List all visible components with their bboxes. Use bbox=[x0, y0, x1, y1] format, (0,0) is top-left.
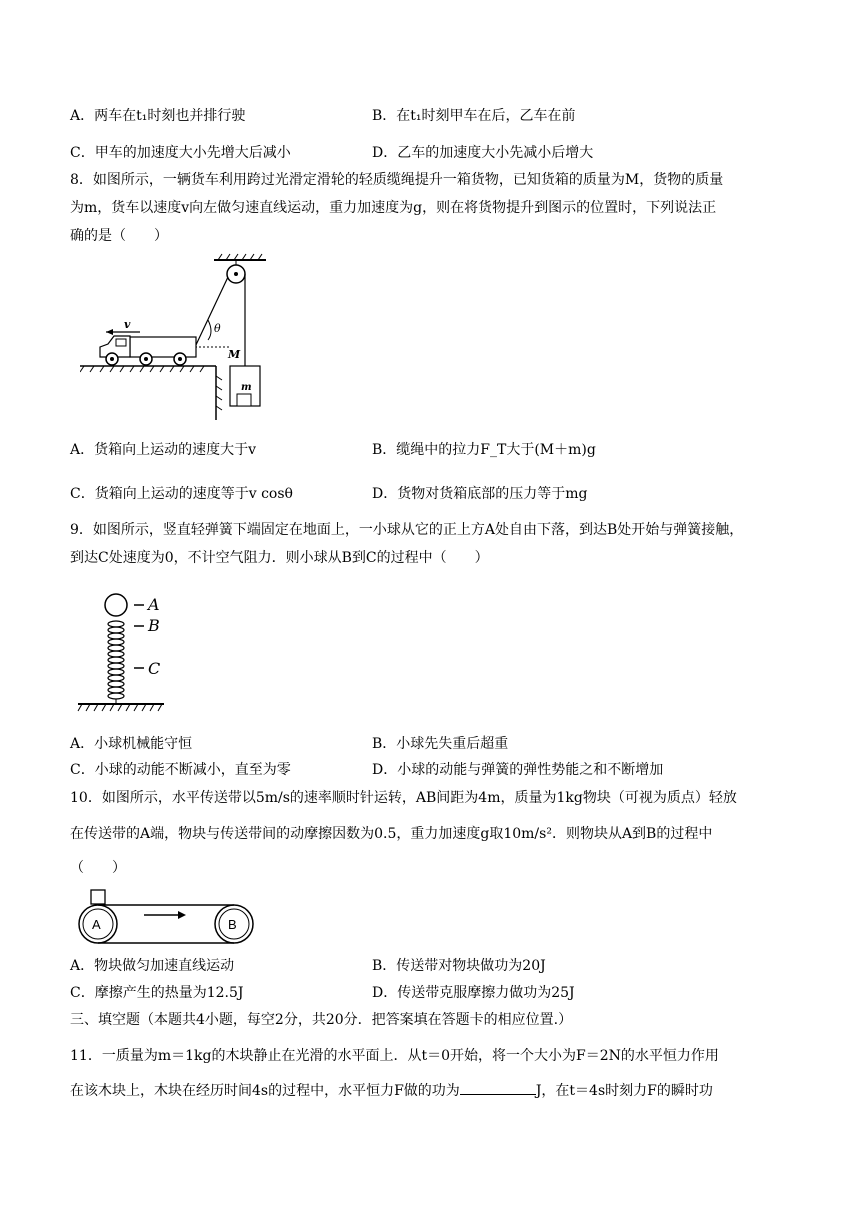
position-A-label: A bbox=[148, 595, 160, 614]
q10-option-b: B．传送带对物块做功为20J bbox=[372, 958, 546, 974]
q9-option-d: D．小球的动能与弹簧的弹性势能之和不断增加 bbox=[372, 762, 664, 778]
q7-option-b: B．在t₁时刻甲车在后，乙车在前 bbox=[372, 108, 576, 124]
q8-stem-line2: 为m，货车以速度v向左做匀速直线运动，重力加速度为g，则在将货物提升到图示的位置时，下列说法正 bbox=[70, 200, 717, 216]
q7-option-c: C．甲车的加速度大小先增大后减小 bbox=[70, 145, 291, 161]
q10-stem-line2: 在传送带的A端，物块与传送带间的动摩擦因数为0.5，重力加速度g取10m/s²．则物块从A到B的过程中 bbox=[70, 826, 713, 842]
q11-text-before-blank: 在该木块上，木块在经历时间4s的过程中，水平恒力F做的功为 bbox=[70, 1083, 460, 1099]
q10-stem-line3: （ ） bbox=[70, 860, 126, 876]
truck bbox=[100, 336, 196, 365]
q10-option-a: A．物块做匀加速直线运动 bbox=[70, 958, 235, 974]
answer-blank[interactable] bbox=[460, 1080, 536, 1095]
q9-option-c: C．小球的动能不断减小，直至为零 bbox=[70, 762, 291, 778]
position-C-label: C bbox=[148, 659, 161, 678]
spring bbox=[108, 621, 124, 699]
q8-option-a: A．货箱向上运动的速度大于v bbox=[70, 442, 257, 458]
q11-stem-line2 bbox=[70, 1080, 713, 1101]
conveyor-belt-figure bbox=[78, 886, 258, 948]
q8-stem-line1: 8．如图所示，一辆货车利用跨过光滑定滑轮的轻质缆绳提升一箱货物，已知货箱的质量为M，货物的质量 bbox=[70, 172, 724, 188]
mass-M-label: M bbox=[228, 348, 241, 361]
theta-label: θ bbox=[214, 322, 221, 335]
q9-option-b: B．小球先失重后超重 bbox=[372, 736, 509, 752]
mass-m-label: m bbox=[241, 382, 252, 393]
q8-option-d: D．货物对货箱底部的压力等于mg bbox=[372, 486, 588, 502]
q9-stem-line1: 9．如图所示，竖直轻弹簧下端固定在地面上，一小球从它的正上方A处自由下落，到达B处开始与弹簧接触， bbox=[70, 522, 744, 538]
q8-option-b: B．缆绳中的拉力F_T大于(M＋m)g bbox=[372, 442, 596, 458]
q8-option-c: C．货箱向上运动的速度等于v cosθ bbox=[70, 486, 293, 502]
position-B-label: B bbox=[148, 616, 160, 635]
spring-ball-figure bbox=[76, 588, 176, 716]
q10-option-d: D．传送带克服摩擦力做功为25J bbox=[372, 985, 575, 1001]
block bbox=[91, 890, 105, 904]
q9-option-a: A．小球机械能守恒 bbox=[70, 736, 193, 752]
q11-text-after-blank: J，在t＝4s时刻力F的瞬时功 bbox=[535, 1083, 713, 1099]
truck-pulley-figure bbox=[80, 252, 280, 424]
end-B-label: B bbox=[228, 917, 237, 932]
q10-option-c: C．摩擦产生的热量为12.5J bbox=[70, 985, 244, 1001]
q8-stem-line3: 确的是（ ） bbox=[70, 228, 168, 244]
q11-stem-line1: 11．一质量为m＝1kg的木块静止在光滑的水平面上．从t＝0开始，将一个大小为F＝2N的水平恒力作用 bbox=[70, 1048, 719, 1064]
section-3-heading: 三、填空题（本题共4小题，每空2分，共20分．把答案填在答题卡的相应位置.） bbox=[70, 1012, 573, 1028]
q7-option-a: A．两车在t₁时刻也并排行驶 bbox=[70, 108, 246, 124]
q10-stem-line1: 10．如图所示，水平传送带以5m/s的速率顺时针运转，AB间距为4m，质量为1kg物块（可视为质点）轻放 bbox=[70, 790, 737, 806]
velocity-label: v bbox=[124, 318, 131, 331]
q7-option-d: D．乙车的加速度大小先减小后增大 bbox=[372, 145, 594, 161]
q9-stem-line2: 到达C处速度为0，不计空气阻力．则小球从B到C的过程中（ ） bbox=[70, 550, 489, 566]
end-A-label: A bbox=[92, 917, 101, 932]
